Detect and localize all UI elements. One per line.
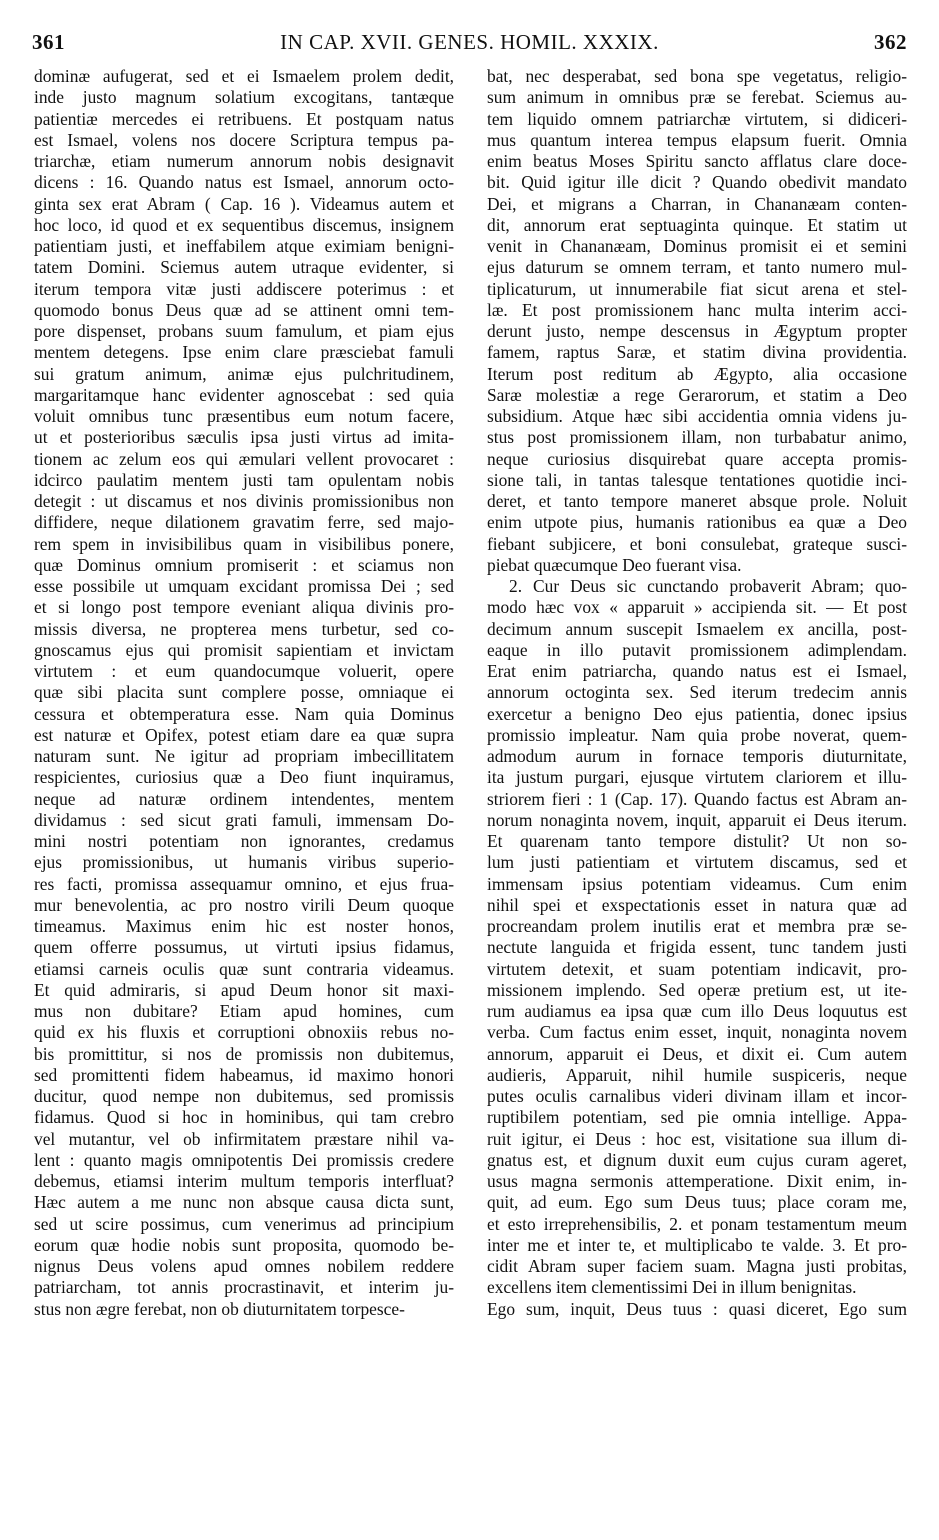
text-line: sione tali, in tantas talesque tentationes quotidie inci- bbox=[487, 469, 907, 490]
text-line: quæ Dominus omnium promiserit : et sciamus non bbox=[34, 554, 454, 575]
text-line: lent : quanto magis omnipotentis Dei promissis credere bbox=[34, 1149, 454, 1170]
text-line: debemus, etiamsi interim multum temporis interfluat? bbox=[34, 1171, 454, 1191]
text-line: etiamsi carneis oculis quæ sunt contraria videamus. bbox=[34, 958, 454, 979]
text-line: annorum, apparuit ei Deus, et dixit ei. Cum autem bbox=[487, 1043, 907, 1064]
text-line: inter me et inter te, et multiplicabo te valde. 3. Et pro- bbox=[487, 1234, 907, 1255]
text-line: nectute languida et frigida essent, tunc tandem justi bbox=[487, 937, 907, 958]
text-line: venit in Chananæam, Dominus promisit ei et semini bbox=[487, 236, 907, 256]
text-line: esse possibile ut umquam excidant promissa Dei ; sed bbox=[34, 576, 454, 596]
text-line: mentem detegens. Ipse enim clare præsciebat famuli bbox=[34, 342, 454, 363]
text-line: eorum quæ hodie nobis sunt proposita, quomodo be- bbox=[34, 1234, 454, 1255]
text-line: tionem ac zelum eos qui æmulari vellent provocaret : bbox=[34, 448, 454, 469]
text-line: Dei, et migrans a Charran, in Chananæam conten- bbox=[487, 193, 907, 214]
text-line: cessura et obtemperatura esse. Nam quia Dominus bbox=[34, 703, 454, 724]
text-line: Ego sum, inquit, Deus tuus : quasi diceret, Ego sum bbox=[487, 1298, 907, 1319]
text-line: et si longo post tempore eveniant aliqua divinis pro- bbox=[34, 597, 454, 618]
text-line: ut et posterioribus sæculis ipsa justi virtus ad imita- bbox=[34, 427, 454, 448]
text-line: derunt justo, nempe descensus in Ægyptum propter bbox=[487, 321, 907, 341]
text-line: mur benevolentia, ac pro nostro virili Deum quoque bbox=[34, 894, 454, 915]
text-line: subsidium. Atque hæc sibi accidentia omnia videns ju- bbox=[487, 406, 907, 426]
text-line: mini nostri potentiam non ignorantes, credamus bbox=[34, 831, 454, 851]
text-line: admodum aurum in fornace temporis diuturnitate, bbox=[487, 746, 907, 766]
text-line: vel mutantur, vel ob infirmitatem præstare nihil va- bbox=[34, 1128, 454, 1149]
text-line: norum nonaginta novem, inquit, apparuit ei Deus iterum. bbox=[487, 809, 907, 830]
text-line: fiebant subjicere, et boni consulebat, grateque susci- bbox=[487, 533, 907, 554]
text-line: ruit igitur, ei Deus : hoc est, visitatione sua illum di- bbox=[487, 1128, 907, 1149]
text-line: bat, nec desperabat, sed bona spe vegetatus, religio- bbox=[487, 66, 907, 86]
text-line: 2. Cur Deus sic cunctando probaverit Abram; quo- bbox=[509, 576, 907, 596]
text-line: famem, raptus Saræ, et statim divina providentia. bbox=[487, 342, 907, 363]
text-line: patientiam justi, et ineffabilem atque eximiam benigni- bbox=[34, 236, 454, 256]
text-line: patriarcham, tot annis procrastinavit, et interim ju- bbox=[34, 1277, 454, 1298]
text-line: fidamus. Quod si hoc in hominibus, qui tam crebro bbox=[34, 1107, 454, 1128]
text-line: Erat enim patriarcha, quando natus est ei Ismael, bbox=[487, 661, 907, 681]
text-line: sed promittenti fidem habeamus, id maximo honori bbox=[34, 1064, 454, 1085]
text-line: bit. Quid igitur ille dicit ? Quando obedivit mandato bbox=[487, 172, 907, 193]
text-line: promissio impleatur. Nam quia probe noverat, quem- bbox=[487, 724, 907, 745]
text-line: res facti, promissa assequamur omnino, et ejus frua- bbox=[34, 873, 454, 894]
text-line: rem spem in invisibilibus quam in visibilibus ponere, bbox=[34, 533, 454, 554]
text-line: ducitur, quod nempe non dubitemus, sed promissis bbox=[34, 1086, 454, 1106]
text-line: enim beatus Moses Spiritu sancto afflatus clare doce- bbox=[487, 151, 907, 171]
text-line: diffidere, neque dilationem gravatim ferre, sed majo- bbox=[34, 512, 454, 533]
text-line: stus post promissionem illam, non turbabatur animo, bbox=[487, 427, 907, 448]
text-line: virtutem detexit, et suam potentiam indicavit, pro- bbox=[487, 958, 907, 979]
text-line: tem liquido omnem patriarchæ virtutem, si didiceri- bbox=[487, 108, 907, 129]
text-line: idcirco paulatim mentem justi tam opulentam nobis bbox=[34, 469, 454, 490]
text-line: nihil spei et exspectationis esset in natura quæ ad bbox=[487, 894, 907, 915]
text-line: hoc loco, id quod et ex sequentibus discemus, insignem bbox=[34, 214, 454, 235]
text-line: quæ sibi placita sunt complere posse, omniaque ei bbox=[34, 682, 454, 703]
text-line: sum animum in omnibus præ se ferebat. Sciemus au- bbox=[487, 87, 907, 108]
text-line: ejus promissionibus, ut humanis viribus superio- bbox=[34, 852, 454, 873]
text-line: Hæc autem a me nunc non absque causa dicta sunt, bbox=[34, 1192, 454, 1213]
running-title: IN CAP. XVII. GENES. HOMIL. XXXIX. bbox=[280, 30, 659, 54]
text-line: procreandam prolem inutilis erat et membra præ se- bbox=[487, 916, 907, 936]
text-line: usus magna sermonis attemperatione. Dixit enim, in- bbox=[487, 1171, 907, 1191]
page-number-right: 362 bbox=[874, 30, 907, 54]
text-line: ginta sex erat Abram ( Cap. 16 ). Videamus autem et bbox=[34, 193, 454, 214]
text-line: verba. Cum factus enim esset, inquit, nonaginta novem bbox=[487, 1022, 907, 1043]
text-line: sui gratum animum, animæ ejus pulchritudinem, bbox=[34, 363, 454, 384]
text-line: respicientes, curiosius quæ a Deo fiunt inquiramus, bbox=[34, 767, 454, 788]
text-line: quem offerre possumus, ut virtuti ipsius fidamus, bbox=[34, 937, 454, 958]
text-line: exercetur a benigno Deo ejus patientia, donec ipsius bbox=[487, 703, 907, 724]
text-line: nignus Deus volens apud omnes nobilem reddere bbox=[34, 1256, 454, 1276]
text-line: detegit : ut discamus et nos divinis promissionibus non bbox=[34, 491, 454, 511]
text-line: dominæ aufugerat, sed et ei Ismaelem prolem dedit, bbox=[34, 66, 454, 86]
text-line: triarchæ, etiam numerum annorum nobis designavit bbox=[34, 151, 454, 171]
left-text-column bbox=[34, 66, 454, 1320]
text-line: neque ad naturæ ordinem intendentes, mentem bbox=[34, 788, 454, 809]
text-line: naturam sunt. Ne igitur ad propriam imbecillitatem bbox=[34, 746, 454, 766]
text-line: Et quid admiraris, si apud Deum honor sit maxi- bbox=[34, 979, 454, 1000]
text-line: ejus daturum se omnem terram, et tanto numero mul- bbox=[487, 257, 907, 278]
text-line: est naturæ et Opifex, potest etiam dare ea quæ supra bbox=[34, 724, 454, 745]
text-line: piebat quæcumque Deo fuerant visa. bbox=[487, 554, 742, 575]
text-line: quit, ad eum. Ego sum Deus tuus; place coram me, bbox=[487, 1192, 907, 1213]
text-line: inde justo magnum solatium excogitans, tantæque bbox=[34, 87, 454, 108]
text-line: lum justi patientiam et virtutem discamus, sed et bbox=[487, 852, 907, 873]
text-line: Saræ molestiæ a rege Gerarorum, et statim a Deo bbox=[487, 384, 907, 405]
text-line: immensam ipsius potentiam videamus. Cum enim bbox=[487, 873, 907, 894]
text-line: bis promittitur, si nos de promissis non dubitemus, bbox=[34, 1043, 454, 1064]
text-line: gnoscamus ejus qui promisit sapientiam et invictam bbox=[34, 639, 454, 660]
text-line: timeamus. Maximus enim hic est noster honos, bbox=[34, 916, 454, 936]
text-line: tatem Domini. Sciemus autem utraque evidenter, si bbox=[34, 257, 454, 278]
text-line: striorem fieri : 1 (Cap. 17). Quando factus est Abram an- bbox=[487, 788, 907, 809]
text-line: Et quarenam tanto tempore distulit? Ut non so- bbox=[487, 831, 907, 851]
text-line: putes oculis carnalibus videri divinam illam et incor- bbox=[487, 1086, 907, 1106]
text-line: audieris, Apparuit, nihil humile suspiceris, neque bbox=[487, 1064, 907, 1085]
text-line: dividamus : sed sicut grati famuli, immensam Do- bbox=[34, 809, 454, 830]
text-line: stus non ægre ferebat, non ob diuturnitatem torpesce- bbox=[34, 1298, 405, 1319]
text-line: modo hæc vox « apparuit » accipienda sit. — Et post bbox=[487, 597, 907, 618]
text-line: iterum tempora vitæ justi addiscere poterimus : et bbox=[34, 278, 454, 299]
text-line: patientiæ mercedes ei retribuens. Et postquam natus bbox=[34, 108, 454, 129]
text-line: rum audiamus ea ipsa quæ cum illo Deus loquutus est bbox=[487, 1001, 907, 1021]
text-line: margaritamque hanc evidenter agnoscebat : sed quia bbox=[34, 384, 454, 405]
text-line: ita justum purgari, ejusque virtutem clariorem et illu- bbox=[487, 767, 907, 788]
text-line: missionem implendo. Sed operæ pretium est, ut ite- bbox=[487, 979, 907, 1000]
text-line: neque curiosius disquirebat quare accepta promis- bbox=[487, 448, 907, 469]
text-line: dit, annorum erat septuaginta quinque. Et statim ut bbox=[487, 214, 907, 235]
text-line: est Ismael, volens nos docere Scriptura tempus pa- bbox=[34, 129, 454, 150]
text-line: tiplicaturum, ut innumerabile fiat sicut arena et stel- bbox=[487, 278, 907, 299]
text-line: decimum annum suscepit Ismaelem ex ancilla, post- bbox=[487, 618, 907, 639]
text-line: mus quantum interea tempus elapsum fuerit. Omnia bbox=[487, 129, 907, 150]
text-line: ruptibilem potentiam, sed pie omnia intellige. Appa- bbox=[487, 1107, 907, 1128]
text-line: annorum octoginta sex. Sed iterum tredecim annis bbox=[487, 682, 907, 703]
text-line: Iterum post reditum ab Ægypto, alia occasione bbox=[487, 363, 907, 384]
text-line: læ. Et post promissionem hanc multa interim acci- bbox=[487, 299, 907, 320]
text-line: pore dispenset, probans suum famulum, et piam ejus bbox=[34, 321, 454, 341]
text-line: quomodo bonus Deus quæ ad se attinent omni tem- bbox=[34, 299, 454, 320]
text-line: eaque in illo putavit promissionem adimplendam. bbox=[487, 639, 907, 660]
text-line: excellens item clementissimi Dei in illum benignitas. bbox=[487, 1277, 857, 1298]
text-line: quid ex his fluxis et corruptioni obnoxiis rebus no- bbox=[34, 1022, 454, 1043]
text-line: mus non dubitare? Etiam apud homines, cum bbox=[34, 1001, 454, 1021]
text-line: deret, et tanto tempore maneret absque prole. Noluit bbox=[487, 491, 907, 511]
text-line: dicens : 16. Quando natus est Ismael, annorum octo- bbox=[34, 172, 454, 193]
running-header bbox=[32, 30, 907, 60]
text-line: cidit Abram super faciem suam. Magna justi probitas, bbox=[487, 1256, 907, 1276]
page-number-left: 361 bbox=[32, 30, 65, 54]
text-line: sed ut scire possimus, cum venerimus ad principium bbox=[34, 1213, 454, 1234]
text-line: et esto irreprehensibilis, 2. et ponam testamentum meum bbox=[487, 1213, 907, 1234]
text-line: missis diversa, ne propterea mens turbetur, sed co- bbox=[34, 618, 454, 639]
right-text-column bbox=[487, 66, 907, 1320]
text-line: enim utpote pius, humanis rationibus ea quæ a Deo bbox=[487, 512, 907, 533]
text-line: voluit omnibus tunc præsentibus eum notum facere, bbox=[34, 406, 454, 426]
text-line: virtutem : et eum quandocumque voluerit, opere bbox=[34, 661, 454, 681]
text-line: gnatus est, et dignum duxit eum cujus curam ageret, bbox=[487, 1149, 907, 1170]
